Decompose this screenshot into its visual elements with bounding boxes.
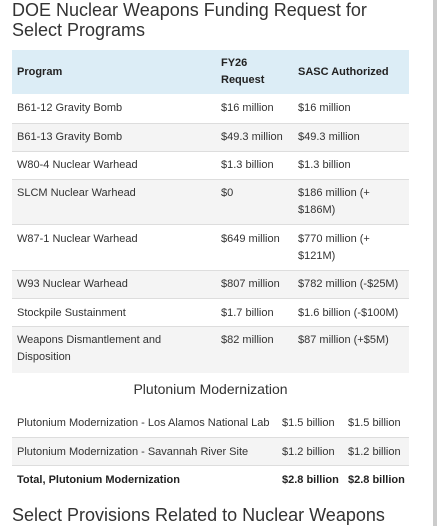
row-request: $1.3 billion [221,159,274,171]
row-program: SLCM Nuclear Warhead [17,187,136,199]
table-row [12,409,409,437]
row-program: W80-4 Nuclear Warhead [17,159,138,171]
table-row [12,94,409,123]
row-authorized-line2: $121M) [298,250,336,262]
header-request-line2: Request [221,74,265,86]
row-program: Plutonium Modernization - Los Alamos National Lab [17,417,270,429]
row-request: $807 million [221,278,280,290]
total-request: $2.8 billion [282,474,339,486]
plutonium-heading: Plutonium Modernization [133,381,288,397]
row-program: Stockpile Sustainment [17,307,126,319]
row-authorized: $770 million (+ [298,233,370,245]
table-row [12,151,409,180]
header-program: Program [17,66,63,78]
page-title: DOE Nuclear Weapons Funding Request for Select Programs [12,0,367,40]
row-authorized: $186 million (+ [298,187,370,199]
row-program: W87-1 Nuclear Warhead [17,233,138,245]
row-authorized: $87 million (+$5M) [298,334,389,346]
row-authorized: $1.5 billion [348,417,401,429]
row-request: $1.7 billion [221,307,274,319]
row-program: Plutonium Modernization - Savannah River Site [17,446,249,458]
table-total-row [12,465,409,494]
row-request: $1.2 billion [282,446,335,458]
header-request-line1: FY26 [221,57,248,69]
row-authorized: $782 million (-$25M) [298,278,399,290]
row-request: $0 [221,187,234,199]
row-program: B61-13 Gravity Bomb [17,131,123,143]
table-row [12,179,409,225]
row-program: W93 Nuclear Warhead [17,278,128,290]
row-program: Weapons Dismantlement and [17,334,162,346]
row-authorized: $49.3 million [298,131,360,143]
header-authorized: SASC Authorized [298,66,389,78]
row-request: $649 million [221,233,280,245]
row-authorized: $1.6 billion (-$100M) [298,307,399,319]
table-row [12,326,409,373]
table-row [12,224,409,271]
row-request: $1.5 billion [282,417,335,429]
row-authorized: $1.2 billion [348,446,401,458]
programs-table [12,50,409,372]
row-request: $49.3 million [221,131,283,143]
section-title: Select Provisions Related to Nuclear Weapons [12,505,385,525]
row-authorized: $16 million [298,102,351,114]
scrollbar-thumb[interactable] [433,0,437,526]
table-row [12,270,409,299]
total-authorized: $2.8 billion [348,474,405,486]
row-authorized: $1.3 billion [298,159,351,171]
row-program-line2: Disposition [17,351,71,363]
plutonium-table [12,409,409,494]
page-scrollbar[interactable] [433,0,437,526]
total-label: Total, Plutonium Modernization [17,474,180,486]
table-row [12,437,409,466]
row-request: $16 million [221,102,274,114]
row-request: $82 million [221,334,274,346]
table-row [12,298,409,327]
table-row [12,123,409,152]
table-header-row [12,50,409,94]
row-authorized-line2: $186M) [298,204,336,216]
row-program: B61-12 Gravity Bomb [17,102,123,114]
